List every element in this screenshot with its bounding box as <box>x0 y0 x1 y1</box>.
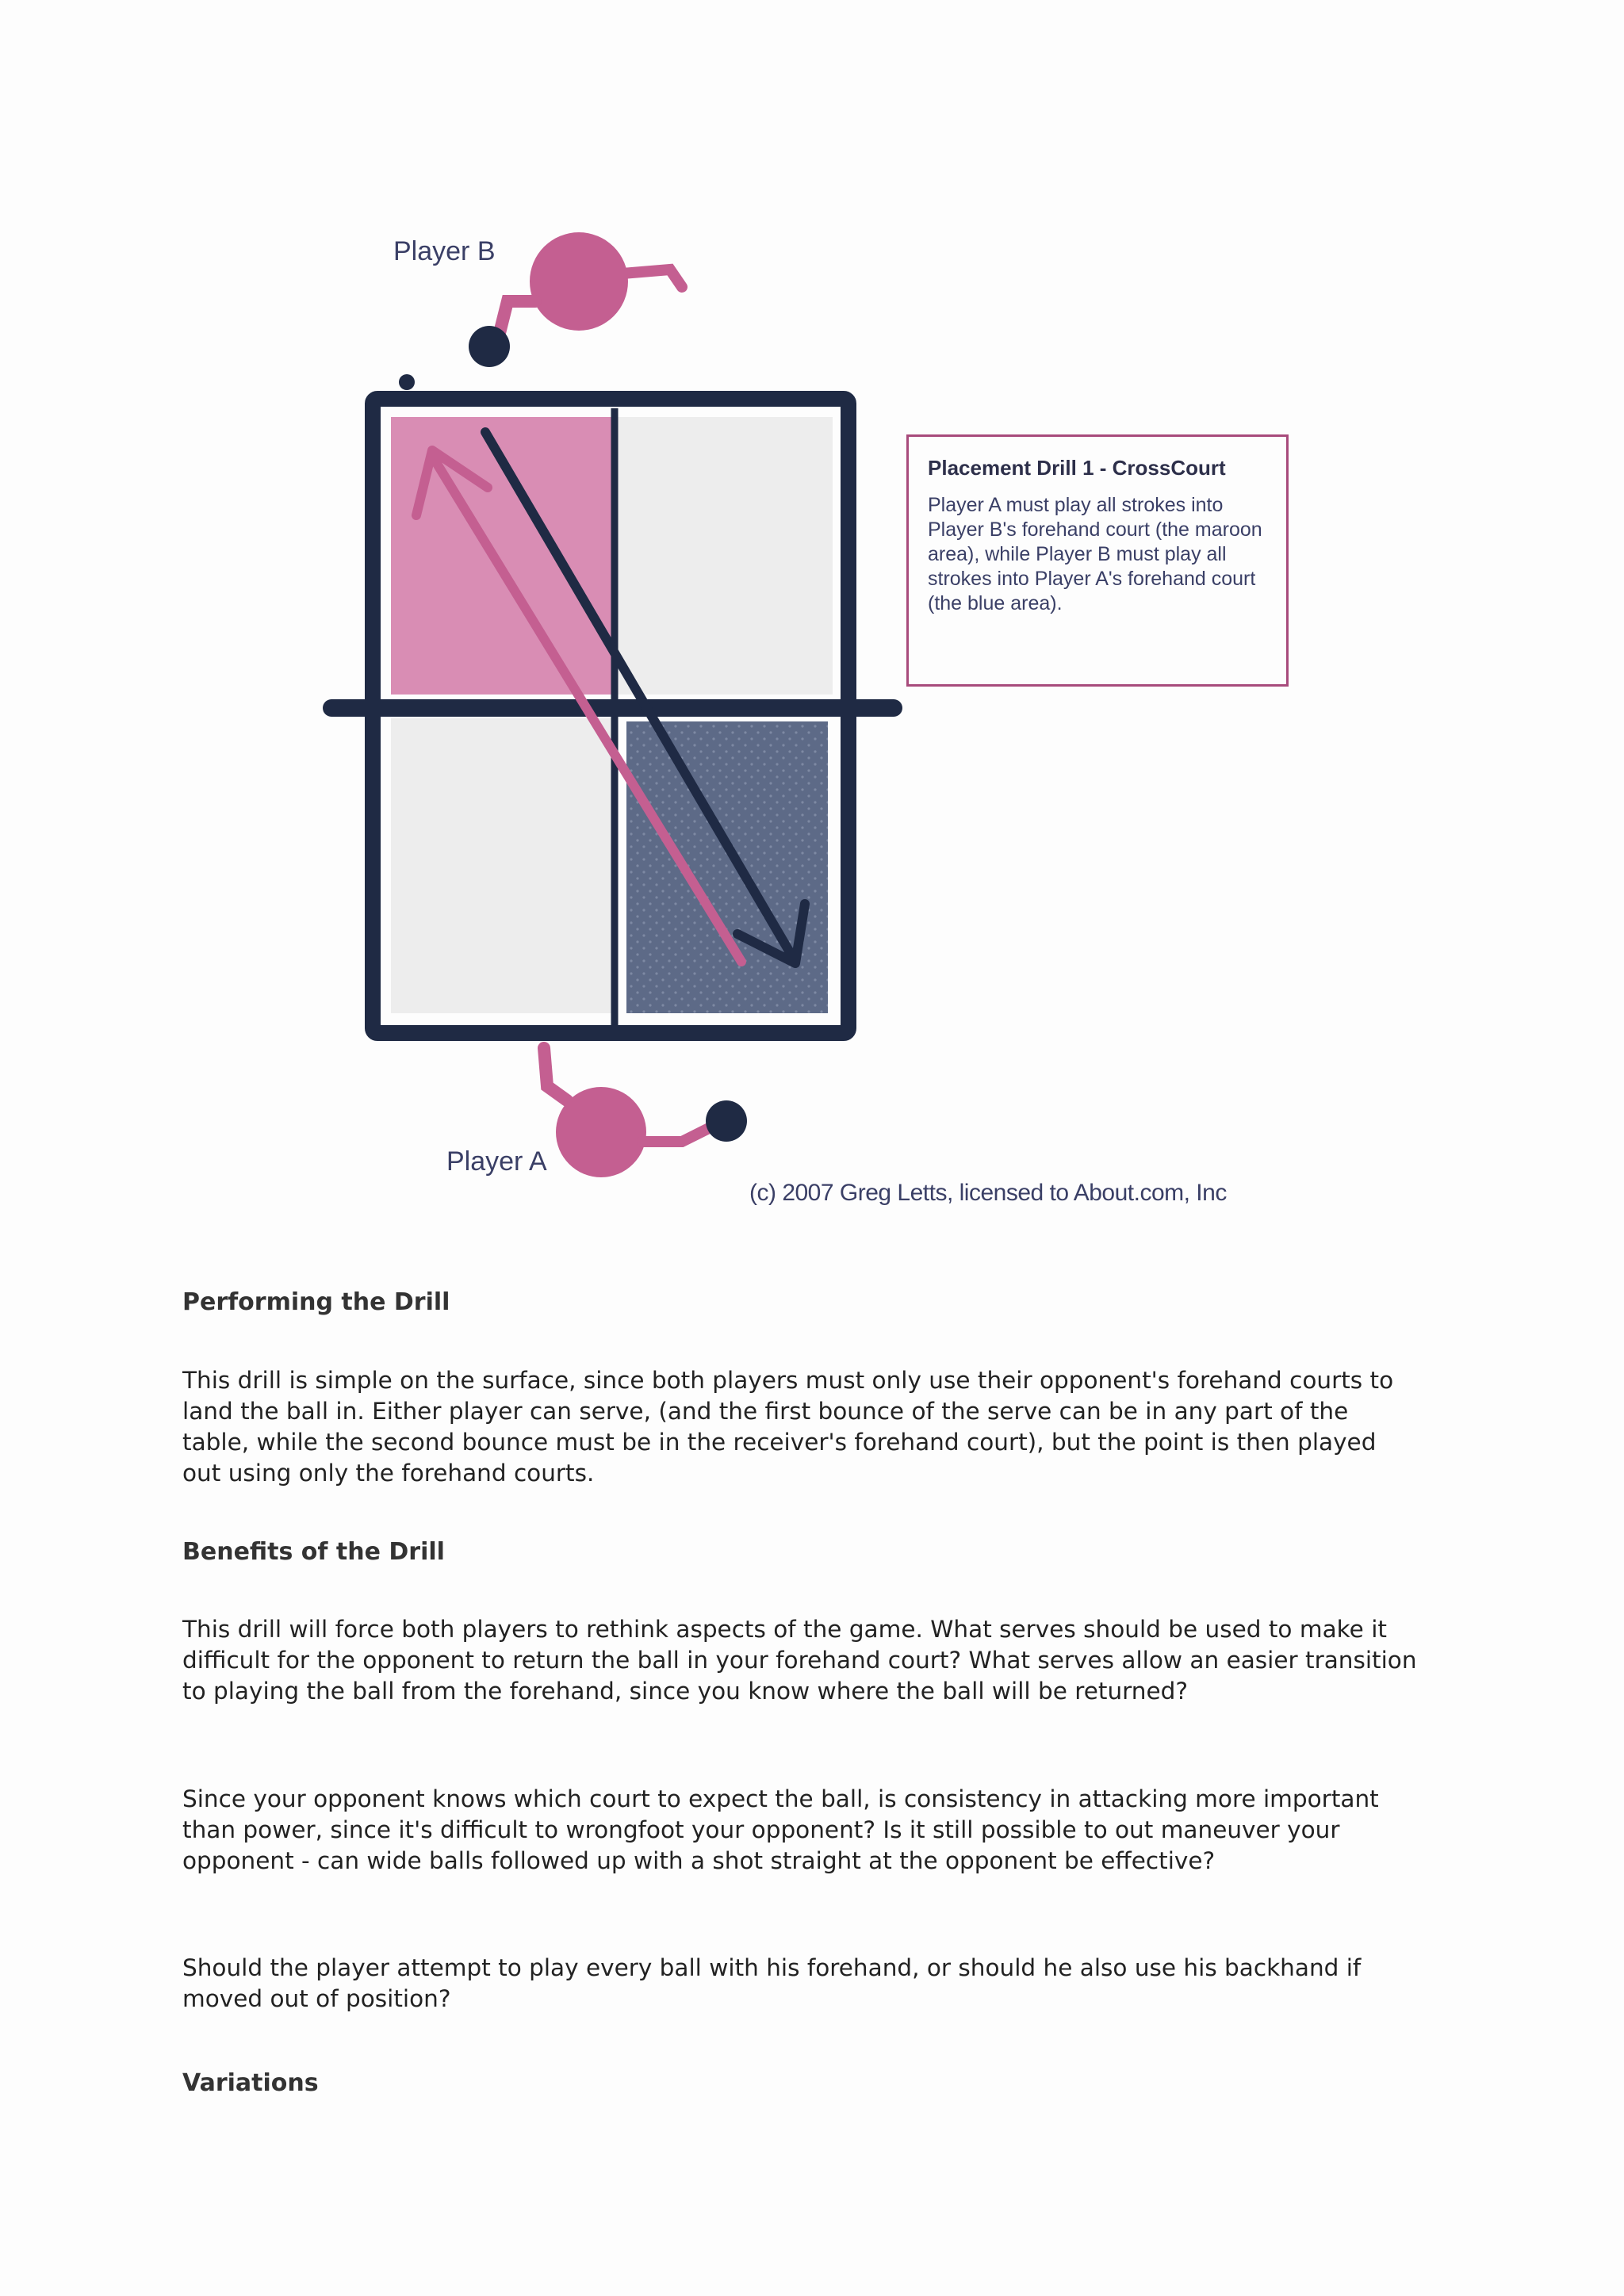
table-quadrant-bottom-right-forehand-a <box>626 721 828 1013</box>
player-b-label: Player B <box>393 236 496 266</box>
player-a-figure <box>544 1048 747 1177</box>
player-b-left-arm <box>500 301 535 333</box>
player-a-left-arm <box>544 1048 567 1100</box>
player-a-label: Player A <box>446 1146 547 1177</box>
ball <box>399 374 415 390</box>
paragraph-benefits-2: Since your opponent knows which court to expect the ball, is consistency in attacking more important than power, since it's difficult to wrongfoot your opponent? Is it still possible to out maneuver your opponent - can wide balls followed up with a shot straight at the opponent be effective? <box>182 1785 1379 1874</box>
table <box>331 399 894 1033</box>
section-heading-benefits: Benefits of the Drill <box>182 1538 445 1566</box>
paragraph-benefits-1: This drill will force both players to rethink aspects of the game. What serves should be used to make it difficult for the opponent to return the ball in your forehand court? What serves allow an easier transition to playing the ball from the forehand, since you know where the ball will be returned? <box>182 1616 1417 1705</box>
callout-body: Player A must play all strokes into Player B's forehand court (the maroon area), while Player B must play all strokes into Player A's forehand court (the blue area). <box>928 494 1262 614</box>
table-quadrant-top-right <box>617 417 833 695</box>
table-quadrant-bottom-left <box>391 718 611 1013</box>
player-b-right-arm <box>622 270 682 287</box>
player-b-body <box>530 232 628 331</box>
callout-title: Placement Drill 1 - CrossCourt <box>928 456 1226 480</box>
drill-callout-box <box>906 434 1289 687</box>
player-a-paddle <box>706 1100 747 1142</box>
paragraph-performing: This drill is simple on the surface, since both players must only use their opponent's forehand courts to land the ball in. Either player can serve, (and the first bounce of the serve can be in any part of the table, while the second bounce must be in the receiver's forehand court), but the point is then played out using only the forehand courts. <box>182 1367 1394 1487</box>
copyright-notice: (c) 2007 Greg Letts, licensed to About.com, Inc <box>749 1180 1227 1206</box>
section-heading-performing: Performing the Drill <box>182 1288 450 1316</box>
paragraph-benefits-3: Should the player attempt to play every ball with his forehand, or should he also use his backhand if moved out of position? <box>182 1954 1362 2012</box>
player-a-right-arm <box>642 1126 714 1142</box>
section-heading-variations: Variations <box>182 2069 319 2097</box>
player-b-paddle <box>469 326 510 367</box>
